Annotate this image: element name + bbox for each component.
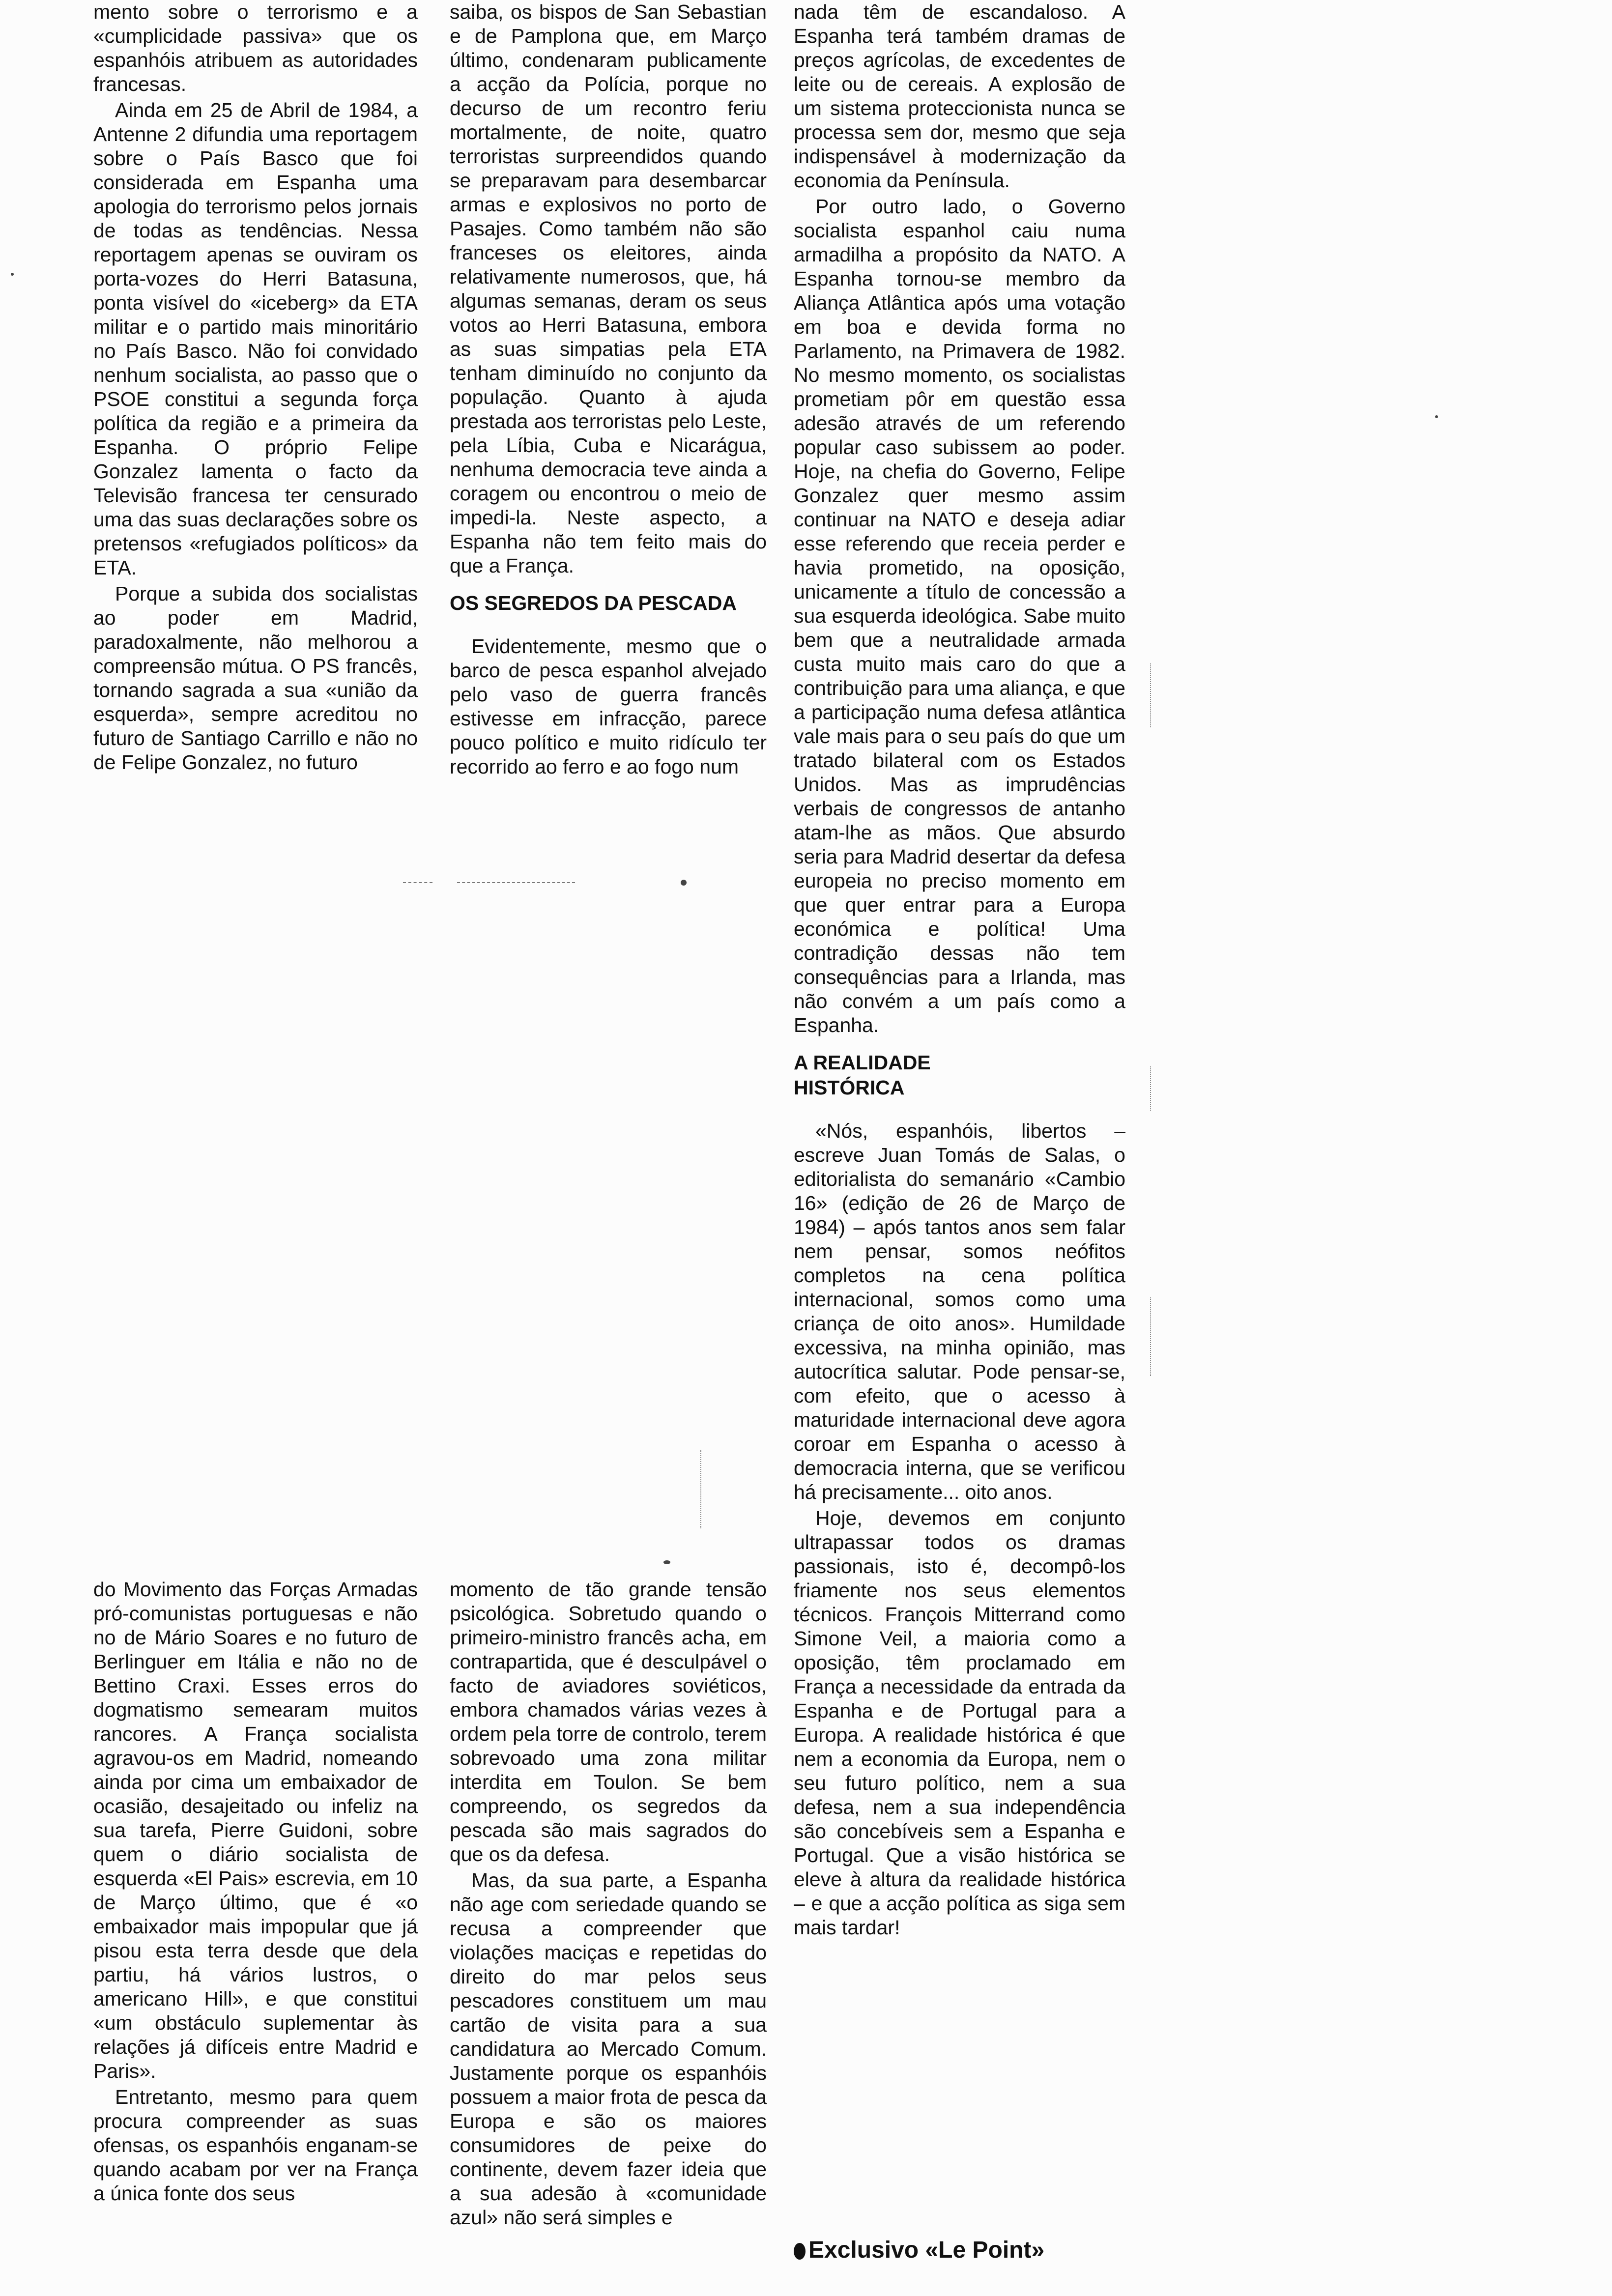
divider — [1150, 1297, 1151, 1376]
paragraph: Ainda em 25 de Abril de 1984, a Antenne 2 difundia uma reportagem sobre o País Basco que foi considerada em Espanha uma apologia do terrorismo pelos jornais de todas as tendências. Nessa reportagem apenas se ouviram os porta-vozes do Herri Batasuna, ponta visível do «iceberg» da ETA militar e o partido mais minoritário no País Basco. Não foi convidado nenhum socialista, ao passo que o PSOE constitui a segunda força política da região e a primeira da Espanha. O próprio Felipe Gonzalez lamenta o facto da Televisão francesa ter censurado uma das suas declarações sobre os pretensos «refugiados políticos» da ETA. — [93, 99, 418, 579]
paragraph: nada têm de escandaloso. A Espanha terá também dramas de preços agrícolas, de excedentes de leite ou de cereais. A explosão de um sistema proteccionista nunca se processa sem dor, mesmo que seja indispensável à modernização da economia da Península. — [794, 0, 1125, 192]
credit-line — [794, 2236, 1044, 2265]
speck — [1435, 415, 1438, 418]
credit-text: Exclusivo «Le Point» — [808, 2237, 1045, 2263]
speck — [11, 273, 14, 276]
paragraph: momento de tão grande tensão psicológica. Sobretudo quando o primeiro-ministro francês acha, em contrapartida, que é desculpável o facto de aviadores soviéticos, embora chamados várias vezes à ordem pela torre de controlo, terem sobrevoado uma zona militar interdita em Toulon. Se bem compreendo, os segredos da pescada são mais sagrados do que os da defesa. — [450, 1578, 767, 1866]
paragraph: Por outro lado, o Governo socialista espanhol caiu numa armadilha a propósito da NATO. A Espanha tornou-se membro da Aliança Atlântica após uma votação em boa e devida forma no Parlamento, na Primavera de 1982. No mesmo momento, os socialistas prometiam pôr em questão essa adesão através de um referendo popular caso subissem ao poder. Hoje, na chefia do Governo, Felipe Gonzalez quer mesmo assim continuar na NATO e deseja adiar esse referendo que receia perder e havia prometido, na oposição, unicamente a título de concessão a sua esquerda ideológica. Sabe muito bem que a neutralidade armada custa muito mais caro do que a contribuição para uma aliança, e que a participação numa defesa atlântica vale mais para o seu país do que um tratado bilateral com os Estados Unidos. Mas as imprudências verbais de congressos de antanho atam-lhe as mãos. Que absurdo seria para Madrid desertar da defesa europeia no preciso momento em que quer entrar para a Europa económica e política! Uma contradição dessas não tem consequências para a Irlanda, mas não convém a um país como a Espanha. — [794, 195, 1125, 1036]
speck — [681, 880, 687, 886]
paragraph: Mas, da sua parte, a Espanha não age com seriedade quando se recusa a compreender que violações maciças e repetidas do direito do mar pelos seus pescadores constituem um mau cartão de visita para a sua candidatura ao Mercado Comum. Justamente porque os espanhóis possuem a maior frota de pesca da Europa e são os maiores consumidores de peixe do continente, devem fazer ideia que a sua adesão à «comunidade azul» não será simples e — [450, 1869, 767, 2229]
section-heading-realidade: A REALIDADE HISTÓRICA — [794, 1051, 931, 1099]
divider — [403, 882, 432, 883]
paragraph: Entretanto, mesmo para quem procura compreender as suas ofensas, os espanhóis enganam-se quando acabam por ver na França a única fonte dos seus — [93, 2086, 418, 2205]
column-1-top — [93, 0, 418, 880]
section-heading-pescada: OS SEGREDOS DA PESCADA — [450, 592, 737, 614]
paragraph: Evidentemente, mesmo que o barco de pesca espanhol alvejado pelo vaso de guerra francês estivesse em infracção, parece pouco político e muito ridículo ter recorrido ao ferro e ao fogo num — [450, 635, 767, 778]
column-2-top — [450, 0, 767, 880]
paragraph: do Movimento das Forças Armadas pró-comunistas portuguesas e não no de Mário Soares e no futuro de Berlinguer em Itália e não no de Bettino Craxi. Esses erros do dogmatismo semearam muitos rancores. A França socialista agravou-os em Madrid, nomeando ainda por cima um embaixador de ocasião, desajeitado ou infeliz na sua tarefa, Pierre Guidoni, sobre quem o diário socialista de esquerda «El Pais» escrevia, em 10 de Março último, que é «o embaixador mais impopular que já pisou esta terra desde que dela partiu, há vários lustros, o americano Hill», e que constitui «um obstáculo suplementar às relações já difíceis entre Madrid e Paris». — [93, 1578, 418, 2082]
divider — [700, 1450, 701, 1528]
speck — [663, 1560, 670, 1564]
paragraph: Porque a subida dos socialistas ao poder em Madrid, paradoxalmente, não melhorou a compreensão mútua. O PS francês, tornando sagrada a sua «união da esquerda», sempre acreditou no futuro de Santiago Carrillo e não no de Felipe Gonzalez, no futuro — [93, 582, 418, 774]
divider — [1150, 1066, 1151, 1111]
divider — [457, 882, 575, 883]
column-1-bottom — [93, 1578, 418, 2296]
paragraph: saiba, os bispos de San Sebastian e de Pamplona que, em Março último, condenaram publicamente a acção da Polícia, porque no decurso de um recontro feriu mortalmente, de noite, quatro terroristas surpreendidos quando se preparavam para desembarcar armas e explosivos no porto de Pasajes. Como também não são franceses os eleitores, ainda relativamente numerosos, que, há algumas semanas, deram os seus votos ao Herri Batasuna, embora as suas simpatias pela ETA tenham diminuído no conjunto da população. Quanto à ajuda prestada aos terroristas pelo Leste, pela Líbia, Cuba e Nicarágua, nenhuma democracia teve ainda a coragem ou encontrou o meio de impedi-la. Neste aspecto, a Espanha não tem feito mais do que a França. — [450, 0, 767, 577]
paragraph: mento sobre o terrorismo e a «cumplicidade passiva» que os espanhóis atribuem as autoridades francesas. — [93, 0, 418, 95]
column-3 — [794, 0, 1125, 2221]
bullet-icon — [794, 2243, 806, 2260]
paragraph: «Nós, espanhóis, libertos – escreve Juan Tomás de Salas, o editorialista do semanário «Cambio 16» (edição de 26 de Março de 1984) – após tantos anos sem falar nem pensar, somos neófitos completos na cena política internacional, somos como uma criança de oito anos». Humildade excessiva, na minha opinião, mas autocrítica salutar. Pode pensar-se, com efeito, que o acesso à maturidade internacional deve agora coroar em Espanha o acesso à democracia interna, que se verificou há precisamente... oito anos. — [794, 1119, 1125, 1503]
column-2-bottom — [450, 1578, 767, 2296]
paragraph: Hoje, devemos em conjunto ultrapassar todos os dramas passionais, isto é, decompô-los friamente nos seus elementos técnicos. François Mitterrand como Simone Veil, a maioria como a oposição, têm proclamado em França a necessidade da entrada da Espanha e de Portugal para a Europa. A realidade histórica é que nem a economia da Europa, nem o seu futuro político, nem a sua defesa, nem a sua independência são concebíveis sem a Espanha e Portugal. Que a visão histórica se eleve à altura da realidade histórica – e que a acção política as siga sem mais tardar! — [794, 1507, 1125, 1939]
divider — [1150, 663, 1151, 727]
